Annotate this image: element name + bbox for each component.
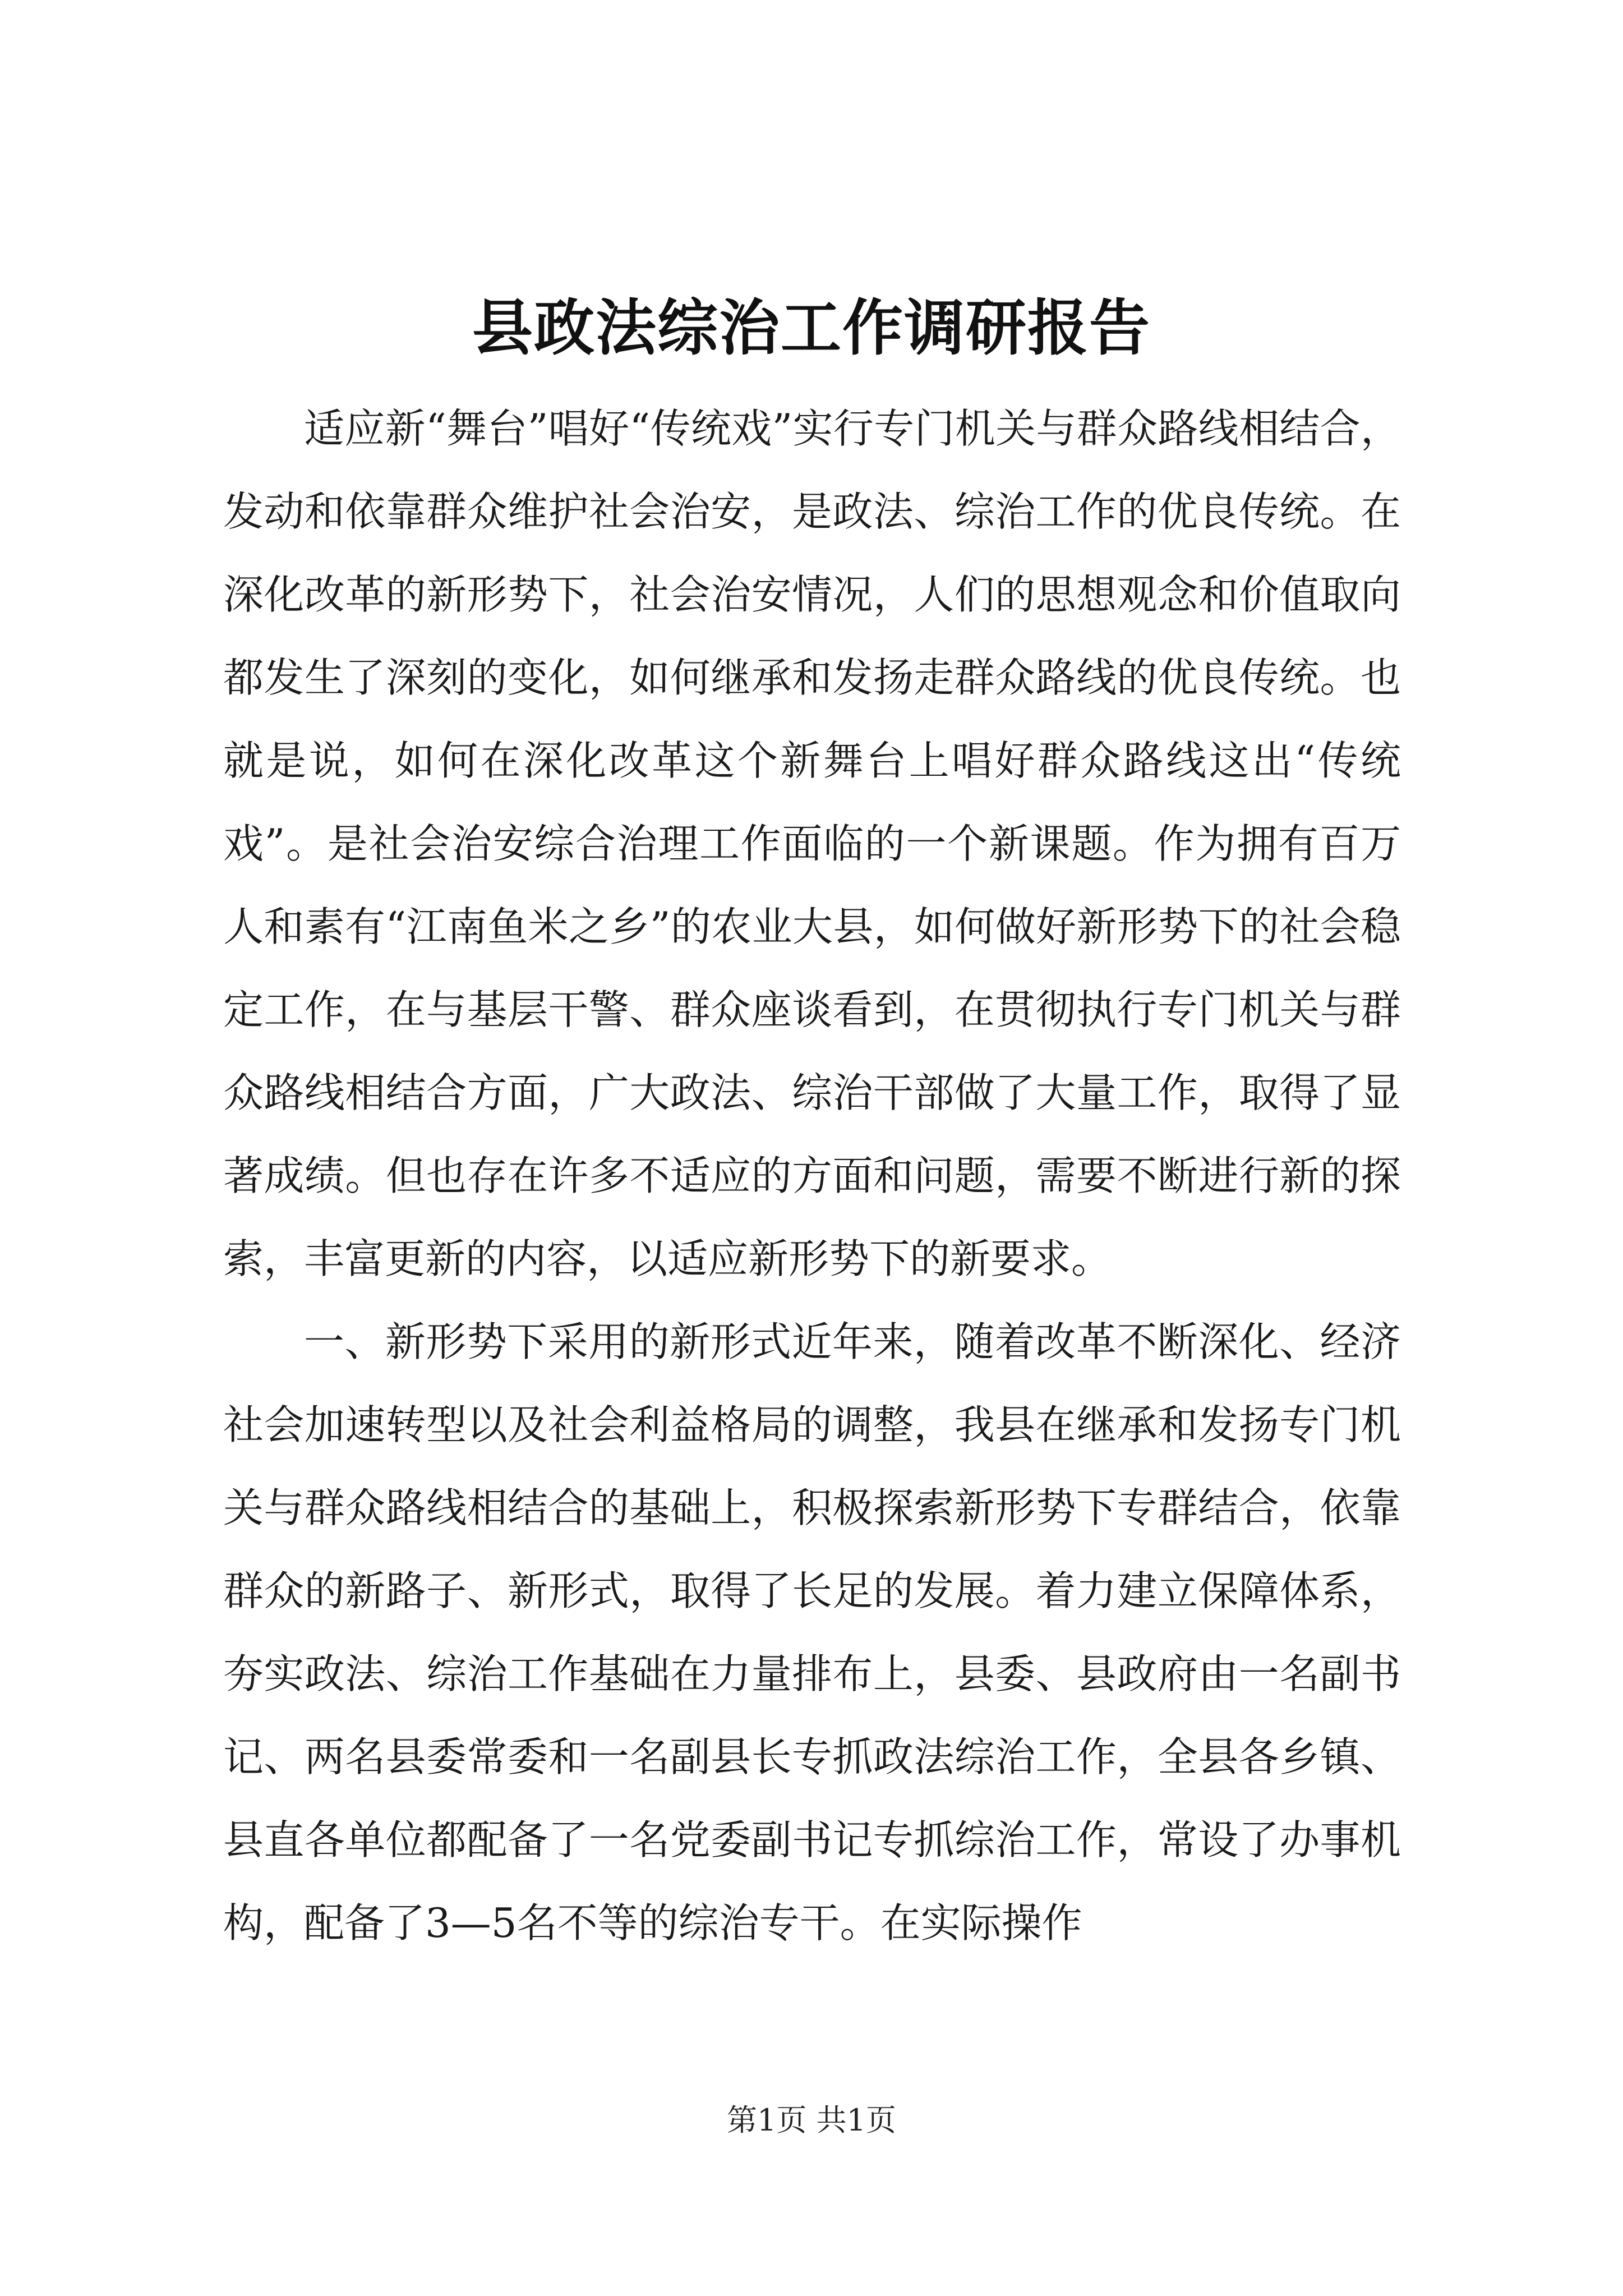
page-footer: 第1页 共1页 (727, 2102, 896, 2138)
document-body (223, 387, 1401, 1964)
document-title: 县政法综治工作调研报告 (472, 293, 1151, 364)
paragraph: 一、新形势下采用的新形式近年来，随着改革不断深化、经济社会加速转型以及社会利益格局的调整，我县在继承和发扬专门机关与群众路线相结合的基础上，积极探索新形势下专群结合，依靠群众的新路子、新形式，取得了长足的发展。着力建立保障体系，夯实政法、综治工作基础在力量排布上，县委、县政府由一名副书记、两名县委常委和一名副县长专抓政法综治工作，全县各乡镇、县直各单位都配备了一名党委副书记专抓综治工作，常设了办事机构，配备了3—5名不等的综治专干。在实际操作 (223, 1318, 1401, 1947)
paragraph: 适应新“舞台”唱好“传统戏”实行专门机关与群众路线相结合，发动和依靠群众维护社会治安，是政法、综治工作的优良传统。在深化改革的新形势下，社会治安情况，人们的思想观念和价值取向都发生了深刻的变化，如何继承和发扬走群众路线的优良传统。也就是说，如何在深化改革这个新舞台上唱好群众路线这出“传统戏”。是社会治安综合治理工作面临的一个新课题。作为拥有百万人和素有“江南鱼米之乡”的农业大县，如何做好新形势下的社会稳定工作，在与基层干警、群众座谈看到，在贯彻执行专门机关与群众路线相结合方面，广大政法、综治干部做了大量工作，取得了显著成绩。但也存在许多不适应的方面和问题，需要不断进行新的探索，丰富更新的内容，以适应新形势下的新要求。 (223, 405, 1401, 1282)
